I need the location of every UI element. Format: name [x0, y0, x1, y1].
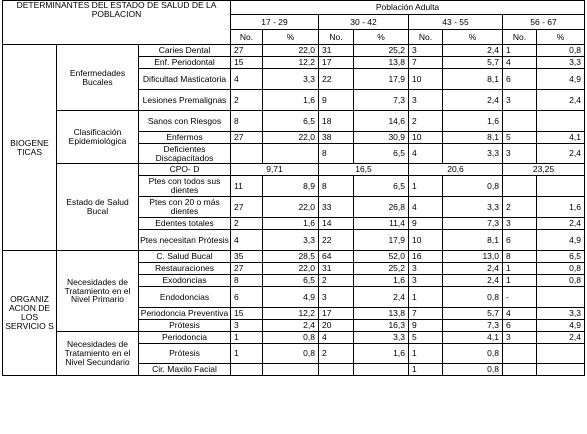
row-label: Enf. Periodontal: [139, 57, 231, 69]
count-cell: 31: [319, 45, 354, 57]
percent-cell: 1,6: [263, 218, 319, 230]
row-label: Deficientes Discapacitados: [139, 144, 231, 164]
row-label: Dificultad Masticatoria: [139, 69, 231, 90]
pct-header: %: [354, 30, 409, 45]
count-cell: 3: [409, 275, 443, 287]
count-cell: 1: [409, 176, 443, 197]
count-cell: 9: [319, 90, 354, 111]
row-label: Periodoncia Preventiva: [139, 308, 231, 320]
population-header: Población Adulta: [231, 1, 585, 15]
section-label: ORGANIZ ACION DE LOS SERVICIO S: [3, 251, 57, 376]
percent-cell: [537, 111, 585, 132]
percent-cell: 4,1: [443, 332, 503, 344]
percent-cell: 1,6: [354, 275, 409, 287]
row-label: Enfermos: [139, 132, 231, 144]
count-cell: 1: [231, 332, 263, 344]
percent-cell: 12,2: [263, 57, 319, 69]
pct-header: %: [263, 30, 319, 45]
percent-cell: 30,9: [354, 132, 409, 144]
no-header: No.: [409, 30, 443, 45]
row-label: Ptes con 20 o más dientes: [139, 197, 231, 218]
percent-cell: 8,1: [443, 230, 503, 251]
pct-header: %: [537, 30, 585, 45]
row-label: Sanos con Riesgos: [139, 111, 231, 132]
count-cell: 64: [319, 251, 354, 263]
header-row-population: [3, 1, 585, 15]
percent-cell: 3,3: [263, 230, 319, 251]
percent-cell: 2,4: [263, 320, 319, 332]
count-cell: 8: [503, 251, 537, 263]
percent-cell: 6,5: [354, 144, 409, 164]
cpod-row: [3, 164, 585, 176]
table-title: DETERMINANTES DEL ESTADO DE SALUD DE LA POBLACION: [3, 1, 231, 45]
count-cell: 4: [231, 230, 263, 251]
percent-cell: 0,8: [443, 287, 503, 308]
count-cell: 10: [409, 230, 443, 251]
count-cell: 6: [503, 69, 537, 90]
count-cell: 31: [319, 263, 354, 275]
percent-cell: 0,8: [537, 263, 585, 275]
percent-cell: 0,8: [443, 344, 503, 364]
group-label: Clasificación Epidemiológica: [57, 111, 139, 164]
count-cell: 15: [231, 57, 263, 69]
count-cell: 1: [503, 275, 537, 287]
percent-cell: 0,8: [537, 45, 585, 57]
count-cell: 22: [319, 69, 354, 90]
percent-cell: 4,9: [537, 320, 585, 332]
percent-cell: 3,3: [354, 332, 409, 344]
count-cell: 1: [409, 287, 443, 308]
percent-cell: 25,2: [354, 45, 409, 57]
count-cell: 14: [319, 218, 354, 230]
row-label: Restauraciones: [139, 263, 231, 275]
percent-cell: 28,5: [263, 251, 319, 263]
count-cell: 3: [409, 263, 443, 275]
percent-cell: 2,4: [443, 90, 503, 111]
count-cell: 10: [409, 132, 443, 144]
count-cell: 17: [319, 57, 354, 69]
percent-cell: 6,5: [263, 275, 319, 287]
percent-cell: 1,6: [443, 111, 503, 132]
percent-cell: 2,4: [537, 218, 585, 230]
percent-cell: 13,0: [443, 251, 503, 263]
percent-cell: 13,8: [354, 57, 409, 69]
percent-cell: 2,4: [537, 332, 585, 344]
group-label: Enfermedades Bucales: [57, 45, 139, 111]
count-cell: [503, 176, 537, 197]
row-label: Periodoncia: [139, 332, 231, 344]
count-cell: 11: [231, 176, 263, 197]
age-group-header: 43 - 55: [409, 15, 503, 30]
percent-cell: 22,0: [263, 263, 319, 275]
percent-cell: 2,4: [443, 45, 503, 57]
percent-cell: 3,3: [537, 57, 585, 69]
count-cell: -: [503, 287, 537, 308]
count-cell: 4: [409, 197, 443, 218]
count-cell: 22: [319, 230, 354, 251]
table-row: [3, 111, 585, 132]
row-label: Prótesis: [139, 320, 231, 332]
row-label: Exodoncias: [139, 275, 231, 287]
row-label: Prótesis: [139, 344, 231, 364]
count-cell: 4: [503, 308, 537, 320]
count-cell: 8: [231, 111, 263, 132]
count-cell: 35: [231, 251, 263, 263]
count-cell: 3: [503, 218, 537, 230]
cpod-value: 16,5: [319, 164, 409, 176]
cpod-value: 20,6: [409, 164, 503, 176]
percent-cell: [354, 364, 409, 376]
percent-cell: 7,3: [354, 90, 409, 111]
cpod-value: 23,25: [503, 164, 585, 176]
percent-cell: 4,1: [537, 132, 585, 144]
percent-cell: 0,8: [263, 344, 319, 364]
row-label: C. Salud Bucal: [139, 251, 231, 263]
count-cell: 9: [409, 320, 443, 332]
count-cell: 10: [409, 69, 443, 90]
percent-cell: 7,3: [443, 320, 503, 332]
count-cell: 4: [409, 144, 443, 164]
count-cell: 7: [409, 308, 443, 320]
percent-cell: 22,0: [263, 197, 319, 218]
age-group-header: 56 - 67: [503, 15, 585, 30]
table-row: [3, 45, 585, 57]
group-label: Estado de Salud Bucal: [57, 164, 139, 251]
count-cell: [319, 364, 354, 376]
percent-cell: 13,8: [354, 308, 409, 320]
percent-cell: 0,8: [443, 364, 503, 376]
row-label: Edentes totales: [139, 218, 231, 230]
count-cell: 27: [231, 132, 263, 144]
count-cell: 2: [319, 344, 354, 364]
count-cell: 1: [503, 263, 537, 275]
percent-cell: 17,9: [354, 230, 409, 251]
percent-cell: 1,6: [263, 90, 319, 111]
percent-cell: 2,4: [537, 144, 585, 164]
count-cell: [231, 144, 263, 164]
count-cell: 16: [409, 251, 443, 263]
percent-cell: 0,8: [537, 275, 585, 287]
row-label: Caries Dental: [139, 45, 231, 57]
row-label: Endodoncias: [139, 287, 231, 308]
percent-cell: 3,3: [443, 197, 503, 218]
table-row: [3, 332, 585, 344]
count-cell: 5: [409, 332, 443, 344]
percent-cell: 1,6: [354, 344, 409, 364]
count-cell: [503, 111, 537, 132]
row-label: Lesiones Premalignas: [139, 90, 231, 111]
percent-cell: [537, 176, 585, 197]
percent-cell: 8,1: [443, 69, 503, 90]
count-cell: 2: [231, 90, 263, 111]
percent-cell: 22,0: [263, 45, 319, 57]
count-cell: 2: [503, 197, 537, 218]
count-cell: 1: [231, 344, 263, 364]
count-cell: 4: [319, 332, 354, 344]
count-cell: 2: [231, 218, 263, 230]
percent-cell: 52,0: [354, 251, 409, 263]
health-determinants-table: [2, 0, 585, 376]
count-cell: 7: [409, 57, 443, 69]
percent-cell: 6,5: [354, 176, 409, 197]
percent-cell: 26,8: [354, 197, 409, 218]
count-cell: 4: [231, 69, 263, 90]
count-cell: 15: [231, 308, 263, 320]
cpod-label: CPO- D: [139, 164, 231, 176]
table-row: [3, 251, 585, 263]
percent-cell: 4,9: [263, 287, 319, 308]
percent-cell: 0,8: [263, 332, 319, 344]
percent-cell: [537, 287, 585, 308]
percent-cell: 5,7: [443, 308, 503, 320]
count-cell: 33: [319, 197, 354, 218]
count-cell: 1: [503, 45, 537, 57]
percent-cell: 14,6: [354, 111, 409, 132]
row-label: Ptes con todos sus dientes: [139, 176, 231, 197]
count-cell: 8: [319, 176, 354, 197]
count-cell: 8: [319, 144, 354, 164]
percent-cell: 8,9: [263, 176, 319, 197]
row-label: Ptes necesitan Prótesis: [139, 230, 231, 251]
percent-cell: 8,1: [443, 132, 503, 144]
count-cell: 27: [231, 263, 263, 275]
percent-cell: 6,5: [263, 111, 319, 132]
count-cell: 8: [231, 275, 263, 287]
percent-cell: 16,3: [354, 320, 409, 332]
cpod-value: 9,71: [231, 164, 319, 176]
percent-cell: [537, 364, 585, 376]
count-cell: 6: [231, 287, 263, 308]
percent-cell: 0,8: [443, 176, 503, 197]
percent-cell: 2,4: [443, 263, 503, 275]
count-cell: 5: [503, 132, 537, 144]
count-cell: [503, 344, 537, 364]
count-cell: 20: [319, 320, 354, 332]
percent-cell: 2,4: [443, 275, 503, 287]
count-cell: 2: [319, 275, 354, 287]
percent-cell: 2,4: [354, 287, 409, 308]
percent-cell: 22,0: [263, 132, 319, 144]
percent-cell: 3,3: [537, 308, 585, 320]
count-cell: 9: [409, 218, 443, 230]
no-header: No.: [231, 30, 263, 45]
row-label: Cir. Maxilo Facial: [139, 364, 231, 376]
percent-cell: [263, 144, 319, 164]
percent-cell: 4,9: [537, 230, 585, 251]
count-cell: 1: [409, 344, 443, 364]
percent-cell: 5,7: [443, 57, 503, 69]
section-label: BIOGENE TICAS: [3, 45, 57, 251]
count-cell: 3: [319, 287, 354, 308]
count-cell: 6: [503, 320, 537, 332]
percent-cell: 3,3: [263, 69, 319, 90]
age-group-header: 17 - 29: [231, 15, 319, 30]
percent-cell: 4,9: [537, 69, 585, 90]
count-cell: 27: [231, 197, 263, 218]
percent-cell: [263, 364, 319, 376]
percent-cell: 17,9: [354, 69, 409, 90]
count-cell: 3: [409, 90, 443, 111]
count-cell: 18: [319, 111, 354, 132]
percent-cell: 1,6: [537, 197, 585, 218]
percent-cell: 6,5: [537, 251, 585, 263]
count-cell: [503, 364, 537, 376]
group-label: Necesidades de Tratamiento en el Nivel Secundario: [57, 332, 139, 376]
count-cell: 3: [503, 332, 537, 344]
percent-cell: 12,2: [263, 308, 319, 320]
count-cell: 2: [409, 111, 443, 132]
percent-cell: 3,3: [443, 144, 503, 164]
count-cell: 3: [503, 90, 537, 111]
percent-cell: [537, 344, 585, 364]
count-cell: [231, 364, 263, 376]
no-header: No.: [319, 30, 354, 45]
count-cell: 3: [503, 144, 537, 164]
count-cell: 38: [319, 132, 354, 144]
count-cell: 6: [503, 230, 537, 251]
percent-cell: 2,4: [537, 90, 585, 111]
count-cell: 17: [319, 308, 354, 320]
count-cell: 4: [503, 57, 537, 69]
count-cell: 3: [231, 320, 263, 332]
count-cell: 1: [409, 364, 443, 376]
count-cell: 27: [231, 45, 263, 57]
no-header: No.: [503, 30, 537, 45]
count-cell: 3: [409, 45, 443, 57]
percent-cell: 7,3: [443, 218, 503, 230]
age-group-header: 30 - 42: [319, 15, 409, 30]
pct-header: %: [443, 30, 503, 45]
group-label: Necesidades de Tratamiento en el Nivel Primario: [57, 251, 139, 332]
percent-cell: 11,4: [354, 218, 409, 230]
percent-cell: 25,2: [354, 263, 409, 275]
